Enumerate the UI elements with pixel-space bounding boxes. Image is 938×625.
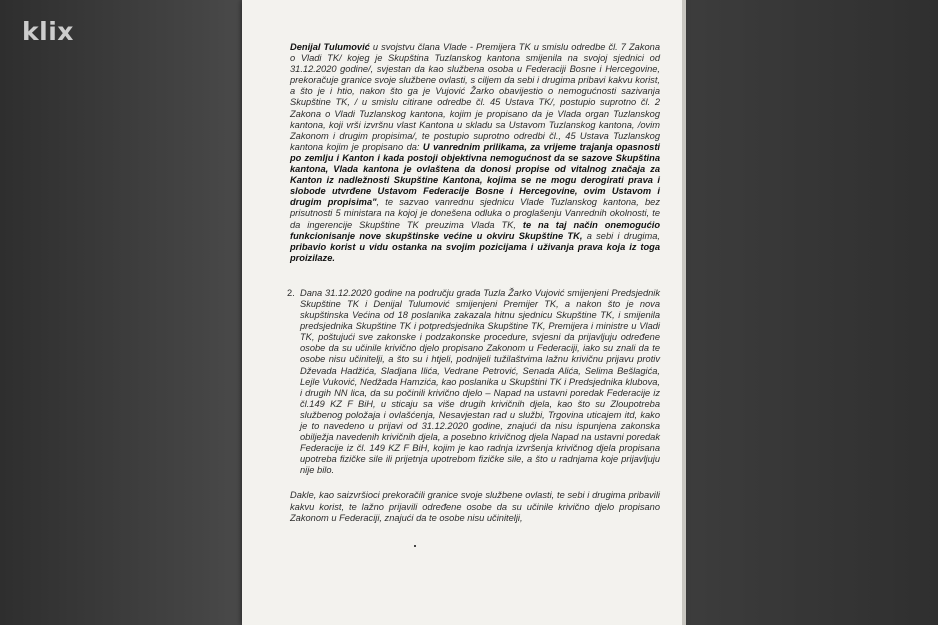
scan-speck xyxy=(414,545,416,547)
list-number: 2. xyxy=(287,287,295,298)
paragraph-1 xyxy=(290,42,660,264)
paragraph-1-text-3: a sebi i drugima, xyxy=(582,230,660,241)
paragraph-1-text: u svojstvu člana Vlade - Premijera TK u smislu odredbe čl. 7 Zakona o Vladi TK/ kojeg je Skupština Tuzlanskog kantona smijenila na svojoj sjednici od 31.12.2020 godine/, svjestan da kao službena osoba u Federaciji Bosne i Hercegovine, prekoračuje granice svoje službene ovlasti, s ciljem da sebi i drugima pribavi kakvu korist, a što je i htio, nakon što ga je Vujović Žarko obavijestio o nemogućnosti sazivanja Skupštine TK, / u smislu citirane odredbe čl. 45 Ustava TK/, postupio suprotno čl. 2 Zakona o Vladi Tuzlanskog kantona, kojim je propisano da je Vlada organ Tuzlanskog kantona, koji vrši izvršnu vlast Kantona u skladu sa Ustavom Tuzlanskog kantona, /ovim Zakonom i drugim propisima/, te postupio suprotno odredbi čl., 45 Ustava Tuzlanskog kantona kojim je propisano da: xyxy=(290,42,661,152)
paragraph-3: Dakle, kao saizvršioci prekoračili granice svoje službene ovlasti, te sebi i drugima pribavili kakvu korist, te lažno prijavili određene osobe da su učinile krivično djelo propisano Zakonom u Federaciji, znajući da te osobe nisu učinitelji, xyxy=(290,490,660,523)
paragraph-1-bold-3: pribavio korist u vidu ostanka na svojim pozicijama i uživanja prava koja iz toga proizilaze. xyxy=(290,241,660,263)
document-body xyxy=(287,42,661,533)
klix-logo: klix xyxy=(22,17,74,46)
paper-edge xyxy=(682,0,686,625)
paragraph-1-quote: U vanrednim prilikama, za vrijeme trajanja opasnosti po zemlju i Kanton i kada postoji objektivna nemogućnost da se sazove Skupština kantona, Vlada kantona je ovlaštena da donosi propise od vitalnog značaja za Kanton iz nadležnosti Skupštine Kantona, kojima se ne mogu derogirati prava i slobode utvrđene Ustavom Federacije Bosne i Hercegovine, ovim Ustavom i drugim propisima" xyxy=(290,141,660,208)
paragraph-1-bold-2: te na taj način onemogućio funkcionisanje nove skupštinske većine u okviru Skupštine TK, xyxy=(290,219,661,241)
document-page xyxy=(242,0,682,625)
accused-name: Denijal Tulumović xyxy=(290,42,370,52)
list-item-2-text: Dana 31.12.2020 godine na području grada Tuzla Žarko Vujović smijenjeni Predsjednik Skupštine TK i Denijal Tulumović smijenjeni Premijer TK, a nakon što je nova skupštinska Većina od 18 poslanika zakazala hitnu sjednicu Skupštine TK, i smijenila predsjednika Skupštine TK i potpredsjednika Skupštine TK, Premijera i ministre u Vladi TK, poštujući sve zakonske i podzakonske procedure, svjesni da prijavljuju određene osobe da su učinile krivično djelo propisano Zakonom u Federaciji, iako su znali da te osobe nisu učinitelji, a što su i htjeli, podnijeli tužilaštvima lažnu krivičnu prijavu protiv Dževada Hadžića, Sladjana Ilića, Vedrane Petrović, Senada Alića, Selima Bešlagića, Lejle Vuković, Nedžada Hamzića, kao poslanika u Skupštini TK i Predsjednika klubova, i drugih NN lica, da su počinili krivično djelo – Napad na ustavni poredak Federacije iz čl.149 KZ F BiH, u sticaju sa više drugih krivičnih djela, kao što su Zloupotreba službenog položaja i ovlašćenja, Nesavjestan rad u službi, Trgovina uticajem itd, kako je to navedeno u prijavi od 31.12.2020 godine, znajući da nisu ispunjena zakonska obilježja navedenih krivičnih djela, a posebno krivičnog djela Napad na ustavni poredak Federacije iz čl. 149 KZ F BiH, kojim je kao radnja izvršenja krivičnog djela propisana upotreba fizičke sile ili prijetnja upotrebom fizičke sile, a što u radnjama koje prijavljuju nije bilo. xyxy=(300,287,660,476)
paragraph-1-text-2: , te sazvao vanrednu sjednicu Vlade Tuzlanskog kantona, bez prisutnosti 5 ministara na kojoj je donešena odluka o proglašenju Vanrednih okolnosti, te da ingerencije Skupštine TK preuzima Vlada TK, xyxy=(290,197,660,230)
list-item-2 xyxy=(287,287,660,477)
